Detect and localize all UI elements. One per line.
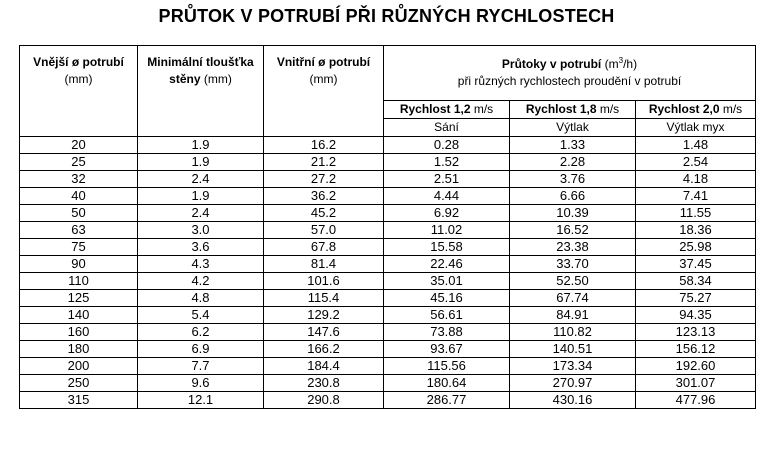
cell-q3: 2.54 xyxy=(636,154,756,171)
cell-inner: 184.4 xyxy=(264,358,384,375)
cell-inner: 67.8 xyxy=(264,239,384,256)
cell-q1: 115.56 xyxy=(384,358,510,375)
cell-q2: 430.16 xyxy=(510,392,636,409)
cell-inner: 81.4 xyxy=(264,256,384,273)
cell-inner: 230.8 xyxy=(264,375,384,392)
cell-inner: 45.2 xyxy=(264,205,384,222)
cell-wall: 4.2 xyxy=(138,273,264,290)
cell-q3: 58.34 xyxy=(636,273,756,290)
cell-q1: 35.01 xyxy=(384,273,510,290)
cell-q2: 270.97 xyxy=(510,375,636,392)
cell-inner: 147.6 xyxy=(264,324,384,341)
header-inner-unit: (mm) xyxy=(309,72,338,86)
header-wall-unit: (mm) xyxy=(203,72,232,86)
cell-q1: 15.58 xyxy=(384,239,510,256)
cell-outer: 32 xyxy=(20,171,138,188)
cell-q2: 52.50 xyxy=(510,273,636,290)
table-row xyxy=(20,256,756,273)
cell-q2: 23.38 xyxy=(510,239,636,256)
cell-q2: 10.39 xyxy=(510,205,636,222)
cell-inner: 166.2 xyxy=(264,341,384,358)
table-row xyxy=(20,290,756,307)
table-row xyxy=(20,171,756,188)
table-body xyxy=(20,137,756,409)
header-wall-thickness xyxy=(138,46,264,137)
cell-wall: 3.0 xyxy=(138,222,264,239)
cell-q2: 3.76 xyxy=(510,171,636,188)
table-row xyxy=(20,392,756,409)
table-row xyxy=(20,154,756,171)
table-row xyxy=(20,239,756,256)
cell-q1: 4.44 xyxy=(384,188,510,205)
flow-table xyxy=(19,45,756,409)
cell-q1: 11.02 xyxy=(384,222,510,239)
cell-inner: 21.2 xyxy=(264,154,384,171)
table-row xyxy=(20,375,756,392)
cell-q1: 0.28 xyxy=(384,137,510,154)
cell-inner: 290.8 xyxy=(264,392,384,409)
cell-outer: 200 xyxy=(20,358,138,375)
cell-q2: 173.34 xyxy=(510,358,636,375)
cell-outer: 25 xyxy=(20,154,138,171)
cell-wall: 1.9 xyxy=(138,154,264,171)
table-row xyxy=(20,324,756,341)
cell-q1: 6.92 xyxy=(384,205,510,222)
cell-q3: 4.18 xyxy=(636,171,756,188)
cell-outer: 180 xyxy=(20,341,138,358)
header-flows-label: Průtoky v potrubí xyxy=(501,57,602,71)
cell-q3: 7.41 xyxy=(636,188,756,205)
cell-q1: 73.88 xyxy=(384,324,510,341)
cell-q2: 2.28 xyxy=(510,154,636,171)
cell-wall: 3.6 xyxy=(138,239,264,256)
cell-inner: 57.0 xyxy=(264,222,384,239)
cell-inner: 101.6 xyxy=(264,273,384,290)
page-title: PRŮTOK V POTRUBÍ PŘI RŮZNÝCH RYCHLOSTECH xyxy=(158,6,615,26)
header-speed-1: Rychlost 1,2 m/s xyxy=(384,101,510,119)
cell-q3: 37.45 xyxy=(636,256,756,273)
cell-wall: 12.1 xyxy=(138,392,264,409)
table-row xyxy=(20,188,756,205)
header-mode-suction: Sání xyxy=(384,119,510,137)
cell-q2: 84.91 xyxy=(510,307,636,324)
header-speed-3: Rychlost 2,0 m/s xyxy=(636,101,756,119)
cell-q1: 2.51 xyxy=(384,171,510,188)
cell-q3: 1.48 xyxy=(636,137,756,154)
cell-q2: 33.70 xyxy=(510,256,636,273)
header-outer-label: Vnější ø potrubí xyxy=(33,55,124,69)
cell-q3: 11.55 xyxy=(636,205,756,222)
header-inner-diameter xyxy=(264,46,384,137)
cell-wall: 1.9 xyxy=(138,188,264,205)
cell-q1: 1.52 xyxy=(384,154,510,171)
cell-wall: 6.2 xyxy=(138,324,264,341)
header-outer-unit: (mm) xyxy=(64,72,93,86)
cell-inner: 129.2 xyxy=(264,307,384,324)
table-header xyxy=(20,46,756,137)
cell-outer: 160 xyxy=(20,324,138,341)
cell-q3: 18.36 xyxy=(636,222,756,239)
cell-outer: 90 xyxy=(20,256,138,273)
cell-inner: 115.4 xyxy=(264,290,384,307)
cell-q1: 180.64 xyxy=(384,375,510,392)
cell-q1: 93.67 xyxy=(384,341,510,358)
cell-q1: 22.46 xyxy=(384,256,510,273)
cell-q2: 6.66 xyxy=(510,188,636,205)
cell-outer: 125 xyxy=(20,290,138,307)
cell-outer: 20 xyxy=(20,137,138,154)
cell-q2: 67.74 xyxy=(510,290,636,307)
cell-q3: 94.35 xyxy=(636,307,756,324)
cell-q2: 16.52 xyxy=(510,222,636,239)
cell-wall: 5.4 xyxy=(138,307,264,324)
table-row xyxy=(20,273,756,290)
cell-inner: 16.2 xyxy=(264,137,384,154)
header-speed-2: Rychlost 1,8 m/s xyxy=(510,101,636,119)
header-flows-unit: $(m^3/h)$ xyxy=(604,56,638,71)
cell-outer: 110 xyxy=(20,273,138,290)
cell-wall: 7.7 xyxy=(138,358,264,375)
cell-wall: 4.8 xyxy=(138,290,264,307)
header-flows-subtitle: při různých rychlostech proudění v potrubí xyxy=(457,74,682,88)
table-row xyxy=(20,205,756,222)
cell-wall: 9.6 xyxy=(138,375,264,392)
cell-outer: 140 xyxy=(20,307,138,324)
cell-wall: 2.4 xyxy=(138,171,264,188)
cell-outer: 40 xyxy=(20,188,138,205)
cell-outer: 315 xyxy=(20,392,138,409)
cell-wall: 6.9 xyxy=(138,341,264,358)
cell-outer: 250 xyxy=(20,375,138,392)
cell-q3: 301.07 xyxy=(636,375,756,392)
header-mode-discharge: Výtlak xyxy=(510,119,636,137)
cell-q1: 286.77 xyxy=(384,392,510,409)
table-row xyxy=(20,137,756,154)
table-row xyxy=(20,358,756,375)
cell-wall: 1.9 xyxy=(138,137,264,154)
cell-wall: 4.3 xyxy=(138,256,264,273)
cell-q3: 75.27 xyxy=(636,290,756,307)
table-row xyxy=(20,307,756,324)
cell-outer: 50 xyxy=(20,205,138,222)
header-inner-label: Vnitřní ø potrubí xyxy=(276,55,371,69)
table-row xyxy=(20,222,756,239)
header-outer-diameter xyxy=(20,46,138,137)
cell-q3: 192.60 xyxy=(636,358,756,375)
cell-wall: 2.4 xyxy=(138,205,264,222)
header-wall-label: Minimální tloušťka stěny xyxy=(147,55,254,86)
header-mode-discharge-myx: Výtlak myx xyxy=(636,119,756,137)
table-row xyxy=(20,341,756,358)
cell-q3: 123.13 xyxy=(636,324,756,341)
cell-q2: 140.51 xyxy=(510,341,636,358)
cell-inner: 36.2 xyxy=(264,188,384,205)
cell-q2: 110.82 xyxy=(510,324,636,341)
cell-q3: 25.98 xyxy=(636,239,756,256)
cell-outer: 75 xyxy=(20,239,138,256)
cell-outer: 63 xyxy=(20,222,138,239)
header-flows xyxy=(384,46,756,101)
cell-q1: 45.16 xyxy=(384,290,510,307)
cell-q2: 1.33 xyxy=(510,137,636,154)
cell-q1: 56.61 xyxy=(384,307,510,324)
cell-q3: 156.12 xyxy=(636,341,756,358)
cell-inner: 27.2 xyxy=(264,171,384,188)
cell-q3: 477.96 xyxy=(636,392,756,409)
